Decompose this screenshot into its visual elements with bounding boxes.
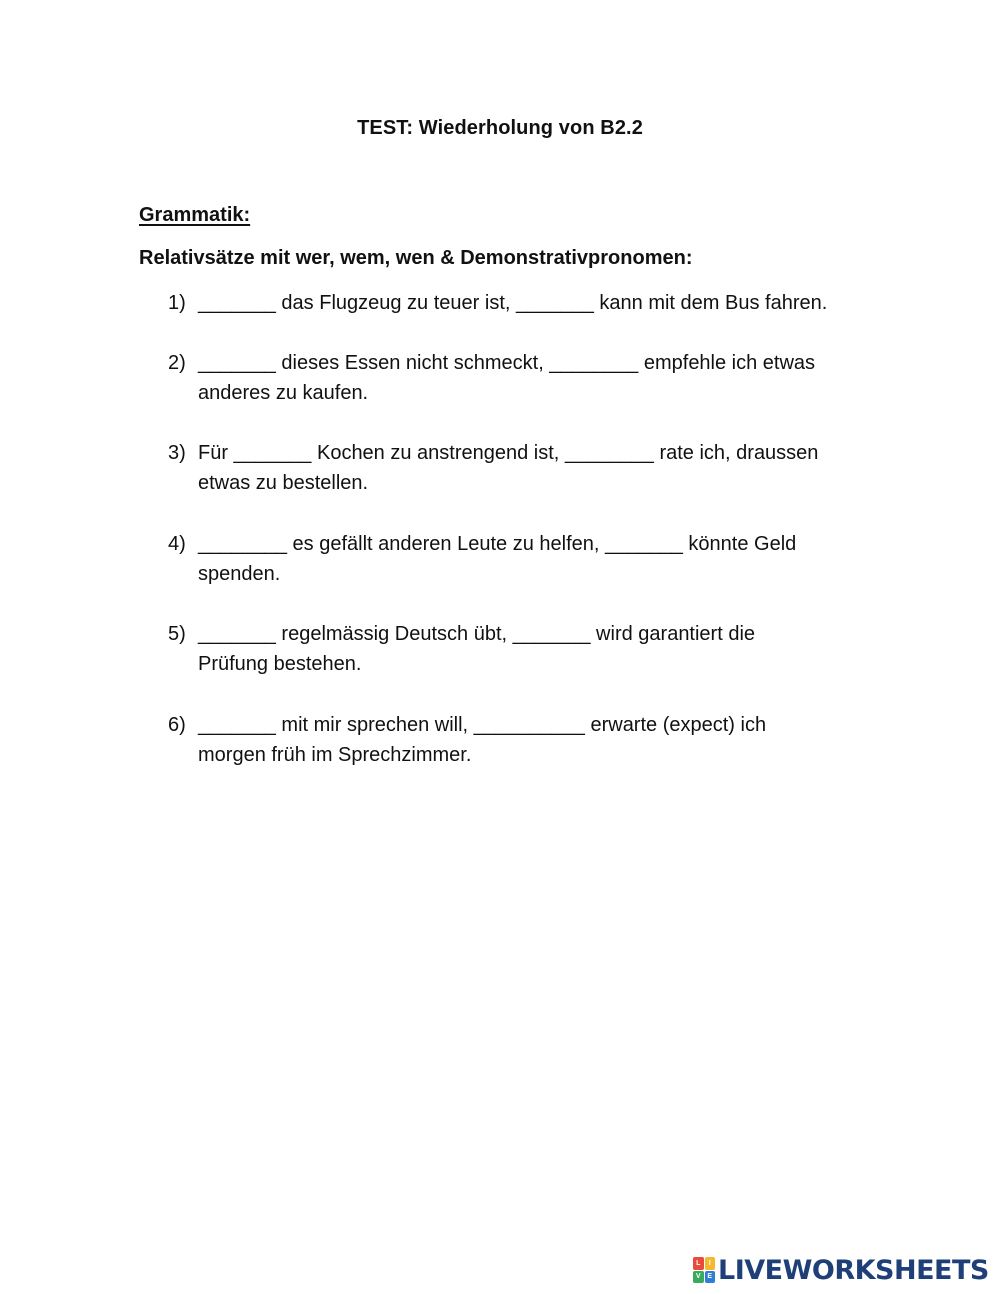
liveworksheets-logo xyxy=(693,1253,989,1287)
logo-tile-l: L xyxy=(693,1257,704,1270)
exercise-line: _______ dieses Essen nicht schmeckt, ________ empfehle ich etwas xyxy=(198,352,816,374)
exercise-line: etwas zu bestellen. xyxy=(198,472,369,494)
logo-mark-icon xyxy=(693,1257,715,1283)
logo-tile-e: E xyxy=(705,1271,716,1284)
exercise-line: morgen früh im Sprechzimmer. xyxy=(198,744,472,766)
exercise-number: 6) xyxy=(168,714,186,736)
exercise-text xyxy=(198,619,868,679)
exercise-line: anderes zu kaufen. xyxy=(198,382,369,404)
exercise-number: 5) xyxy=(168,623,186,645)
exercise-line: Prüfung bestehen. xyxy=(198,653,362,675)
logo-text: LIVEWORKSHEETS xyxy=(718,1254,989,1286)
exercise-text xyxy=(198,438,868,498)
exercise-number: 2) xyxy=(168,352,186,374)
exercise-number: 3) xyxy=(168,442,186,464)
exercise-line: _______ regelmässig Deutsch übt, _______ wird garantiert die xyxy=(198,623,756,645)
exercise-line: spenden. xyxy=(198,563,281,585)
page-title: TEST: Wiederholung von B2.2 xyxy=(357,117,643,139)
exercise-line: _______ mit mir sprechen will, __________ erwarte (expect) ich xyxy=(198,714,767,736)
exercise-text xyxy=(198,710,868,770)
exercise-text xyxy=(198,529,868,589)
logo-tile-i: I xyxy=(705,1257,716,1270)
exercise-line: Für _______ Kochen zu anstrengend ist, ________ rate ich, draussen xyxy=(198,442,819,464)
exercise-line: ________ es gefällt anderen Leute zu helfen, _______ könnte Geld xyxy=(198,533,797,555)
section-heading: Grammatik: xyxy=(139,204,251,226)
exercise-text xyxy=(198,288,868,318)
logo-tile-v: V xyxy=(693,1271,704,1284)
exercise-number: 4) xyxy=(168,533,186,555)
exercise-line: _______ das Flugzeug zu teuer ist, _______ kann mit dem Bus fahren. xyxy=(198,292,828,314)
exercise-text xyxy=(198,348,868,408)
exercise-subheading: Relativsätze mit wer, wem, wen & Demonstrativpronomen: xyxy=(139,247,693,269)
exercise-number: 1) xyxy=(168,292,186,314)
